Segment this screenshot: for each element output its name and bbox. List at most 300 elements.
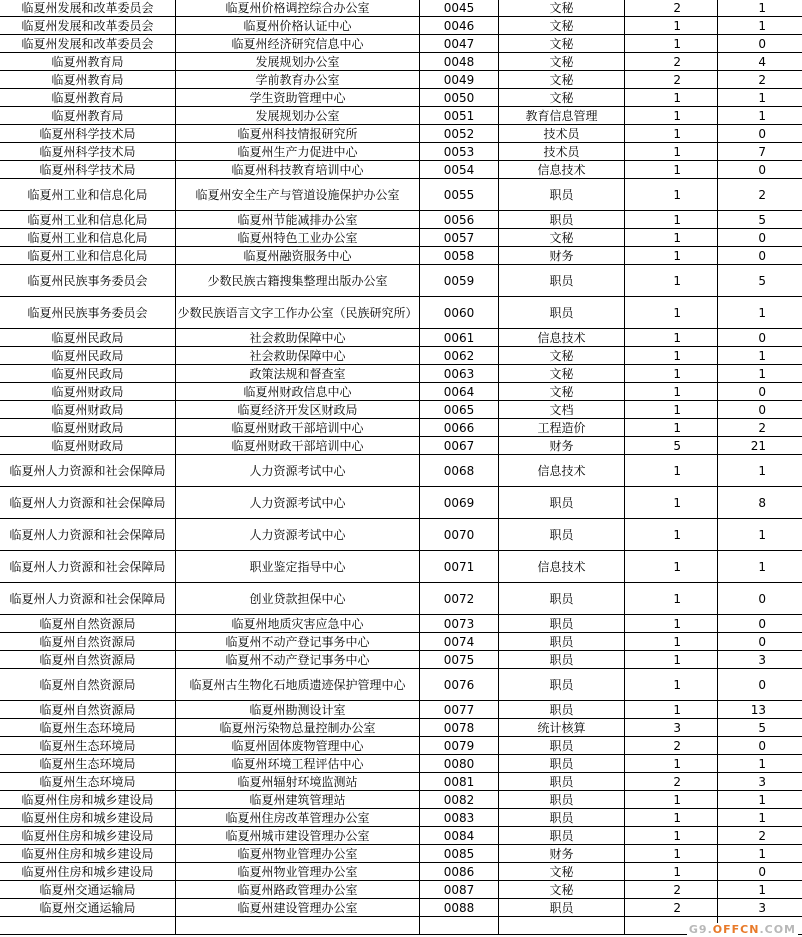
post-name-cell: 文秘: [499, 17, 625, 35]
plan-count-cell: 1: [625, 519, 718, 551]
empty-cell: [176, 917, 420, 935]
department-cell: 临夏州教育局: [0, 53, 176, 71]
post-code-cell: 0069: [420, 487, 499, 519]
plan-count-cell: 2: [625, 71, 718, 89]
department-cell: 临夏州住房和城乡建设局: [0, 791, 176, 809]
unit-cell: 临夏州建设管理办公室: [176, 899, 420, 917]
post-code-cell: 0078: [420, 719, 499, 737]
table-row: [0, 211, 802, 229]
post-name-cell: 职员: [499, 487, 625, 519]
post-name-cell: 职员: [499, 827, 625, 845]
department-cell: 临夏州自然资源局: [0, 633, 176, 651]
applicant-count-cell: 13: [718, 701, 802, 719]
post-name-cell: 技术员: [499, 143, 625, 161]
table-row: [0, 651, 802, 669]
table-row: [0, 487, 802, 519]
plan-count-cell: 1: [625, 455, 718, 487]
applicant-count-cell: 7: [718, 143, 802, 161]
table-row: [0, 615, 802, 633]
unit-cell: 临夏州经济研究信息中心: [176, 35, 420, 53]
post-code-cell: 0049: [420, 71, 499, 89]
table-row: [0, 755, 802, 773]
post-code-cell: 0088: [420, 899, 499, 917]
unit-cell: 人力资源考试中心: [176, 487, 420, 519]
department-cell: 临夏州发展和改革委员会: [0, 17, 176, 35]
post-name-cell: 职员: [499, 755, 625, 773]
table-row: [0, 437, 802, 455]
unit-cell: 人力资源考试中心: [176, 519, 420, 551]
post-name-cell: 职员: [499, 899, 625, 917]
table-row: [0, 419, 802, 437]
plan-count-cell: 1: [625, 229, 718, 247]
post-code-cell: 0052: [420, 125, 499, 143]
table-row: [0, 71, 802, 89]
empty-cell: [0, 917, 176, 935]
applicant-count-cell: 5: [718, 265, 802, 297]
plan-count-cell: 1: [625, 401, 718, 419]
plan-count-cell: 1: [625, 297, 718, 329]
post-code-cell: 0059: [420, 265, 499, 297]
table-row: [0, 669, 802, 701]
post-name-cell: 信息技术: [499, 551, 625, 583]
post-name-cell: 技术员: [499, 125, 625, 143]
post-code-cell: 0072: [420, 583, 499, 615]
applicant-count-cell: 2: [718, 419, 802, 437]
applicant-count-cell: 1: [718, 809, 802, 827]
applicant-count-cell: 5: [718, 211, 802, 229]
table-row: [0, 583, 802, 615]
plan-count-cell: 1: [625, 265, 718, 297]
department-cell: 临夏州生态环境局: [0, 719, 176, 737]
post-name-cell: 文秘: [499, 229, 625, 247]
unit-cell: 临夏州安全生产与管道设施保护办公室: [176, 179, 420, 211]
unit-cell: 临夏州固体废物管理中心: [176, 737, 420, 755]
department-cell: 临夏州科学技术局: [0, 125, 176, 143]
table-row: [0, 125, 802, 143]
unit-cell: 临夏州建筑管理站: [176, 791, 420, 809]
department-cell: 临夏州民族事务委员会: [0, 297, 176, 329]
table-row: [0, 881, 802, 899]
table-row: [0, 179, 802, 211]
plan-count-cell: 1: [625, 487, 718, 519]
applicant-count-cell: 1: [718, 0, 802, 17]
department-cell: 临夏州科学技术局: [0, 161, 176, 179]
table-row: [0, 899, 802, 917]
applicant-count-cell: 1: [718, 297, 802, 329]
department-cell: 临夏州发展和改革委员会: [0, 35, 176, 53]
plan-count-cell: 1: [625, 419, 718, 437]
post-code-cell: 0068: [420, 455, 499, 487]
table-row: [0, 265, 802, 297]
post-code-cell: 0047: [420, 35, 499, 53]
post-code-cell: 0054: [420, 161, 499, 179]
department-cell: 临夏州住房和城乡建设局: [0, 827, 176, 845]
plan-count-cell: 1: [625, 863, 718, 881]
unit-cell: 发展规划办公室: [176, 53, 420, 71]
plan-count-cell: 1: [625, 701, 718, 719]
post-code-cell: 0060: [420, 297, 499, 329]
plan-count-cell: 1: [625, 365, 718, 383]
plan-count-cell: 1: [625, 161, 718, 179]
post-code-cell: 0067: [420, 437, 499, 455]
table-row: [0, 383, 802, 401]
table-row: [0, 107, 802, 125]
post-code-cell: 0056: [420, 211, 499, 229]
unit-cell: 政策法规和督查室: [176, 365, 420, 383]
department-cell: 临夏州自然资源局: [0, 701, 176, 719]
unit-cell: 临夏州污染物总量控制办公室: [176, 719, 420, 737]
department-cell: 临夏州人力资源和社会保障局: [0, 519, 176, 551]
unit-cell: 发展规划办公室: [176, 107, 420, 125]
department-cell: 临夏州教育局: [0, 71, 176, 89]
post-code-cell: 0070: [420, 519, 499, 551]
plan-count-cell: 1: [625, 17, 718, 35]
post-name-cell: 职员: [499, 651, 625, 669]
unit-cell: 职业鉴定指导中心: [176, 551, 420, 583]
watermark: G9.OFFCN.COM: [688, 923, 796, 936]
unit-cell: 社会救助保障中心: [176, 347, 420, 365]
applicant-count-cell: 0: [718, 669, 802, 701]
plan-count-cell: 1: [625, 107, 718, 125]
unit-cell: 临夏州路政管理办公室: [176, 881, 420, 899]
department-cell: 临夏州人力资源和社会保障局: [0, 551, 176, 583]
post-code-cell: 0055: [420, 179, 499, 211]
table-row: [0, 845, 802, 863]
department-cell: 临夏州财政局: [0, 419, 176, 437]
post-code-cell: 0066: [420, 419, 499, 437]
plan-count-cell: 1: [625, 247, 718, 265]
unit-cell: 临夏州融资服务中心: [176, 247, 420, 265]
department-cell: 临夏州民族事务委员会: [0, 265, 176, 297]
applicant-count-cell: 4: [718, 53, 802, 71]
table-row: [0, 827, 802, 845]
unit-cell: 临夏州物业管理办公室: [176, 845, 420, 863]
table-row: [0, 329, 802, 347]
applicant-count-cell: 0: [718, 401, 802, 419]
unit-cell: 临夏州财政干部培训中心: [176, 419, 420, 437]
unit-cell: 临夏州物业管理办公室: [176, 863, 420, 881]
post-name-cell: 职员: [499, 773, 625, 791]
post-code-cell: 0062: [420, 347, 499, 365]
post-code-cell: 0071: [420, 551, 499, 583]
plan-count-cell: 2: [625, 899, 718, 917]
applicant-count-cell: 8: [718, 487, 802, 519]
post-code-cell: 0086: [420, 863, 499, 881]
table-row: [0, 519, 802, 551]
post-name-cell: 职员: [499, 633, 625, 651]
post-code-cell: 0058: [420, 247, 499, 265]
unit-cell: 临夏州生产力促进中心: [176, 143, 420, 161]
post-name-cell: 文秘: [499, 35, 625, 53]
post-code-cell: 0048: [420, 53, 499, 71]
unit-cell: 学前教育办公室: [176, 71, 420, 89]
department-cell: 临夏州财政局: [0, 383, 176, 401]
post-name-cell: 信息技术: [499, 161, 625, 179]
unit-cell: 临夏州辐射环境监测站: [176, 773, 420, 791]
applicant-count-cell: 0: [718, 161, 802, 179]
post-name-cell: 职员: [499, 809, 625, 827]
department-cell: 临夏州人力资源和社会保障局: [0, 455, 176, 487]
table-row: [0, 551, 802, 583]
plan-count-cell: 1: [625, 179, 718, 211]
post-name-cell: 职员: [499, 179, 625, 211]
department-cell: 临夏州生态环境局: [0, 737, 176, 755]
applicant-count-cell: 3: [718, 651, 802, 669]
unit-cell: 临夏州不动产登记事务中心: [176, 633, 420, 651]
unit-cell: 临夏州勘测设计室: [176, 701, 420, 719]
department-cell: 临夏州人力资源和社会保障局: [0, 583, 176, 615]
department-cell: 临夏州民政局: [0, 347, 176, 365]
post-code-cell: 0051: [420, 107, 499, 125]
applicant-count-cell: 0: [718, 615, 802, 633]
post-code-cell: 0083: [420, 809, 499, 827]
post-name-cell: 职员: [499, 615, 625, 633]
unit-cell: 学生资助管理中心: [176, 89, 420, 107]
plan-count-cell: 1: [625, 651, 718, 669]
department-cell: 临夏州教育局: [0, 107, 176, 125]
post-name-cell: 文秘: [499, 863, 625, 881]
unit-cell: 少数民族古籍搜集整理出版办公室: [176, 265, 420, 297]
applicant-count-cell: 2: [718, 827, 802, 845]
department-cell: 临夏州交通运输局: [0, 881, 176, 899]
plan-count-cell: 1: [625, 791, 718, 809]
applicant-count-cell: 1: [718, 347, 802, 365]
applicant-count-cell: 1: [718, 755, 802, 773]
applicant-count-cell: 2: [718, 71, 802, 89]
plan-count-cell: 3: [625, 719, 718, 737]
plan-count-cell: 2: [625, 0, 718, 17]
post-name-cell: 职员: [499, 701, 625, 719]
post-name-cell: 文秘: [499, 347, 625, 365]
post-code-cell: 0079: [420, 737, 499, 755]
unit-cell: 人力资源考试中心: [176, 455, 420, 487]
table-row: [0, 791, 802, 809]
post-code-cell: 0045: [420, 0, 499, 17]
plan-count-cell: 1: [625, 329, 718, 347]
department-cell: 临夏州生态环境局: [0, 755, 176, 773]
department-cell: 临夏州民政局: [0, 329, 176, 347]
department-cell: 临夏州交通运输局: [0, 899, 176, 917]
table-row: [0, 633, 802, 651]
department-cell: 临夏州财政局: [0, 437, 176, 455]
table-row: [0, 35, 802, 53]
plan-count-cell: 2: [625, 737, 718, 755]
applicant-count-cell: 1: [718, 881, 802, 899]
post-name-cell: 文秘: [499, 881, 625, 899]
unit-cell: 临夏州财政信息中心: [176, 383, 420, 401]
applicant-count-cell: 3: [718, 773, 802, 791]
department-cell: 临夏州生态环境局: [0, 773, 176, 791]
post-code-cell: 0046: [420, 17, 499, 35]
plan-count-cell: 1: [625, 615, 718, 633]
table-row: [0, 401, 802, 419]
table-row: [0, 297, 802, 329]
post-code-cell: 0075: [420, 651, 499, 669]
unit-cell: 临夏州古生物化石地质遗迹保护管理中心: [176, 669, 420, 701]
post-code-cell: 0061: [420, 329, 499, 347]
post-name-cell: 教育信息管理: [499, 107, 625, 125]
table-row: [0, 347, 802, 365]
table-row: [0, 455, 802, 487]
post-code-cell: 0081: [420, 773, 499, 791]
table-row: [0, 229, 802, 247]
post-name-cell: 文档: [499, 401, 625, 419]
unit-cell: 临夏州环境工程评估中心: [176, 755, 420, 773]
unit-cell: 临夏州价格认证中心: [176, 17, 420, 35]
applicant-count-cell: 0: [718, 583, 802, 615]
unit-cell: 临夏州科技教育培训中心: [176, 161, 420, 179]
plan-count-cell: 1: [625, 551, 718, 583]
department-cell: 临夏州发展和改革委员会: [0, 0, 176, 17]
table-row: [0, 719, 802, 737]
table-row: [0, 809, 802, 827]
post-name-cell: 职员: [499, 669, 625, 701]
plan-count-cell: 2: [625, 53, 718, 71]
post-name-cell: 职员: [499, 265, 625, 297]
unit-cell: 临夏经济开发区财政局: [176, 401, 420, 419]
plan-count-cell: 1: [625, 89, 718, 107]
post-code-cell: 0084: [420, 827, 499, 845]
department-cell: 临夏州人力资源和社会保障局: [0, 487, 176, 519]
post-code-cell: 0064: [420, 383, 499, 401]
post-name-cell: 信息技术: [499, 329, 625, 347]
table-row: [0, 161, 802, 179]
plan-count-cell: 1: [625, 809, 718, 827]
applicant-count-cell: 0: [718, 383, 802, 401]
post-code-cell: 0065: [420, 401, 499, 419]
table-row: [0, 773, 802, 791]
post-name-cell: 职员: [499, 737, 625, 755]
applicant-count-cell: 0: [718, 229, 802, 247]
department-cell: 临夏州自然资源局: [0, 669, 176, 701]
applicant-count-cell: 0: [718, 863, 802, 881]
post-name-cell: 文秘: [499, 89, 625, 107]
plan-count-cell: 1: [625, 669, 718, 701]
applicant-count-cell: 5: [718, 719, 802, 737]
post-code-cell: 0050: [420, 89, 499, 107]
post-code-cell: 0073: [420, 615, 499, 633]
post-name-cell: 职员: [499, 211, 625, 229]
post-name-cell: 财务: [499, 437, 625, 455]
unit-cell: 临夏州价格调控综合办公室: [176, 0, 420, 17]
plan-count-cell: 1: [625, 347, 718, 365]
applicant-count-cell: 1: [718, 107, 802, 125]
department-cell: 临夏州民政局: [0, 365, 176, 383]
unit-cell: 临夏州城市建设管理办公室: [176, 827, 420, 845]
applicant-count-cell: 0: [718, 737, 802, 755]
applicant-count-cell: 2: [718, 179, 802, 211]
department-cell: 临夏州科学技术局: [0, 143, 176, 161]
table-row: [0, 701, 802, 719]
applicant-count-cell: 0: [718, 125, 802, 143]
department-cell: 临夏州工业和信息化局: [0, 247, 176, 265]
department-cell: 临夏州自然资源局: [0, 615, 176, 633]
applicant-count-cell: 1: [718, 365, 802, 383]
applicant-count-cell: 0: [718, 633, 802, 651]
applicant-count-cell: 3: [718, 899, 802, 917]
post-name-cell: 财务: [499, 845, 625, 863]
table-row: [0, 0, 802, 17]
post-code-cell: 0074: [420, 633, 499, 651]
department-cell: 临夏州财政局: [0, 401, 176, 419]
department-cell: 临夏州工业和信息化局: [0, 211, 176, 229]
department-cell: 临夏州自然资源局: [0, 651, 176, 669]
unit-cell: 临夏州地质灾害应急中心: [176, 615, 420, 633]
unit-cell: 临夏州不动产登记事务中心: [176, 651, 420, 669]
applicant-count-cell: 1: [718, 551, 802, 583]
department-cell: 临夏州住房和城乡建设局: [0, 845, 176, 863]
plan-count-cell: 2: [625, 773, 718, 791]
applicant-count-cell: 21: [718, 437, 802, 455]
table-row: [0, 143, 802, 161]
post-name-cell: 职员: [499, 297, 625, 329]
applicant-count-cell: 0: [718, 247, 802, 265]
table-row: [0, 365, 802, 383]
plan-count-cell: 5: [625, 437, 718, 455]
table-row: [0, 17, 802, 35]
unit-cell: 社会救助保障中心: [176, 329, 420, 347]
post-name-cell: 职员: [499, 583, 625, 615]
post-name-cell: 文秘: [499, 71, 625, 89]
table-row: [0, 53, 802, 71]
post-code-cell: 0077: [420, 701, 499, 719]
department-cell: 临夏州住房和城乡建设局: [0, 809, 176, 827]
plan-count-cell: 1: [625, 845, 718, 863]
unit-cell: 临夏州财政干部培训中心: [176, 437, 420, 455]
plan-count-cell: 1: [625, 583, 718, 615]
post-code-cell: 0085: [420, 845, 499, 863]
post-name-cell: 职员: [499, 791, 625, 809]
post-code-cell: 0076: [420, 669, 499, 701]
unit-cell: 临夏州节能减排办公室: [176, 211, 420, 229]
plan-count-cell: 1: [625, 383, 718, 401]
applicant-count-cell: 1: [718, 17, 802, 35]
department-cell: 临夏州工业和信息化局: [0, 179, 176, 211]
plan-count-cell: 1: [625, 125, 718, 143]
plan-count-cell: 1: [625, 755, 718, 773]
applicant-count-cell: 1: [718, 791, 802, 809]
post-name-cell: 文秘: [499, 53, 625, 71]
post-name-cell: 财务: [499, 247, 625, 265]
department-cell: 临夏州工业和信息化局: [0, 229, 176, 247]
post-name-cell: 工程造价: [499, 419, 625, 437]
post-name-cell: 文秘: [499, 365, 625, 383]
plan-count-cell: 2: [625, 881, 718, 899]
unit-cell: 创业贷款担保中心: [176, 583, 420, 615]
table-row: [0, 89, 802, 107]
unit-cell: 临夏州科技情报研究所: [176, 125, 420, 143]
plan-count-cell: 1: [625, 211, 718, 229]
post-code-cell: 0057: [420, 229, 499, 247]
applicant-count-cell: 1: [718, 519, 802, 551]
unit-cell: 临夏州住房改革管理办公室: [176, 809, 420, 827]
unit-cell: 临夏州特色工业办公室: [176, 229, 420, 247]
post-name-cell: 统计核算: [499, 719, 625, 737]
plan-count-cell: 1: [625, 827, 718, 845]
post-name-cell: 文秘: [499, 0, 625, 17]
applicant-count-cell: 1: [718, 455, 802, 487]
table-row: [0, 247, 802, 265]
post-name-cell: 职员: [499, 519, 625, 551]
post-name-cell: 文秘: [499, 383, 625, 401]
table-row: [0, 863, 802, 881]
post-code-cell: 0080: [420, 755, 499, 773]
department-cell: 临夏州教育局: [0, 89, 176, 107]
empty-row: [0, 917, 802, 935]
post-code-cell: 0087: [420, 881, 499, 899]
applicant-count-cell: 1: [718, 89, 802, 107]
unit-cell: 少数民族语言文字工作办公室（民族研究所）: [176, 297, 420, 329]
